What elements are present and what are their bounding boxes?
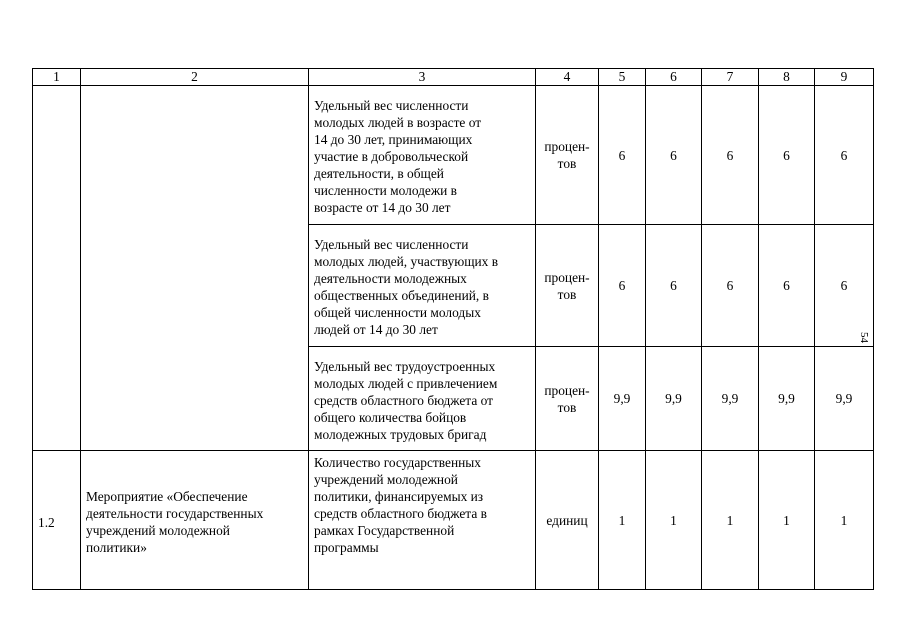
unit-cell: процен- тов xyxy=(536,225,599,347)
column-header: 5 xyxy=(599,69,646,86)
table-row xyxy=(33,451,874,590)
column-header: 4 xyxy=(536,69,599,86)
value-cell: 1 xyxy=(815,451,874,590)
value-cell: 1 xyxy=(599,451,646,590)
indicators-table xyxy=(32,68,874,590)
value-cell: 6 xyxy=(646,225,702,347)
column-header: 6 xyxy=(646,69,702,86)
value-cell: 1 xyxy=(702,451,759,590)
column-header: 8 xyxy=(759,69,815,86)
column-header: 9 xyxy=(815,69,874,86)
column-header: 7 xyxy=(702,69,759,86)
value-cell: 6 xyxy=(646,86,702,225)
header-row xyxy=(33,69,874,86)
number-cell: 1.2 xyxy=(33,451,81,590)
event-cell xyxy=(81,86,309,451)
value-cell: 6 xyxy=(815,225,874,347)
unit-cell: процен- тов xyxy=(536,347,599,451)
value-cell: 9,9 xyxy=(702,347,759,451)
column-header: 3 xyxy=(309,69,536,86)
value-cell: 9,9 xyxy=(599,347,646,451)
value-cell: 9,9 xyxy=(815,347,874,451)
table-row xyxy=(33,86,874,225)
value-cell: 1 xyxy=(759,451,815,590)
column-header: 2 xyxy=(81,69,309,86)
value-cell: 6 xyxy=(815,86,874,225)
value-cell: 6 xyxy=(702,86,759,225)
value-cell: 6 xyxy=(702,225,759,347)
unit-cell: единиц xyxy=(536,451,599,590)
value-cell: 1 xyxy=(646,451,702,590)
indicator-cell: Удельный вес трудоустроенных молодых людей с привлечением средств областного бюджета от общего количества бойцов молодежных трудовых бригад xyxy=(309,347,536,451)
value-cell: 9,9 xyxy=(759,347,815,451)
page-number: 54 xyxy=(858,332,870,343)
event-cell: Мероприятие «Обеспечение деятельности государственных учреждений молодежной политики» xyxy=(81,451,309,590)
value-cell: 6 xyxy=(599,225,646,347)
value-cell: 6 xyxy=(759,225,815,347)
column-header: 1 xyxy=(33,69,81,86)
value-cell: 6 xyxy=(599,86,646,225)
indicator-cell: Количество государственных учреждений молодежной политики, финансируемых из средств областного бюджета в рамках Государственной программы xyxy=(309,451,536,590)
number-cell xyxy=(33,86,81,451)
indicator-cell: Удельный вес численности молодых людей, участвующих в деятельности молодежных общественных объединений, в общей численности молодых людей от 14 до 30 лет xyxy=(309,225,536,347)
unit-cell: процен- тов xyxy=(536,86,599,225)
value-cell: 6 xyxy=(759,86,815,225)
indicator-cell: Удельный вес численности молодых людей в возрасте от 14 до 30 лет, принимающих участие в добровольческой деятельности, в общей численности молодежи в возрасте от 14 до 30 лет xyxy=(309,86,536,225)
value-cell: 9,9 xyxy=(646,347,702,451)
